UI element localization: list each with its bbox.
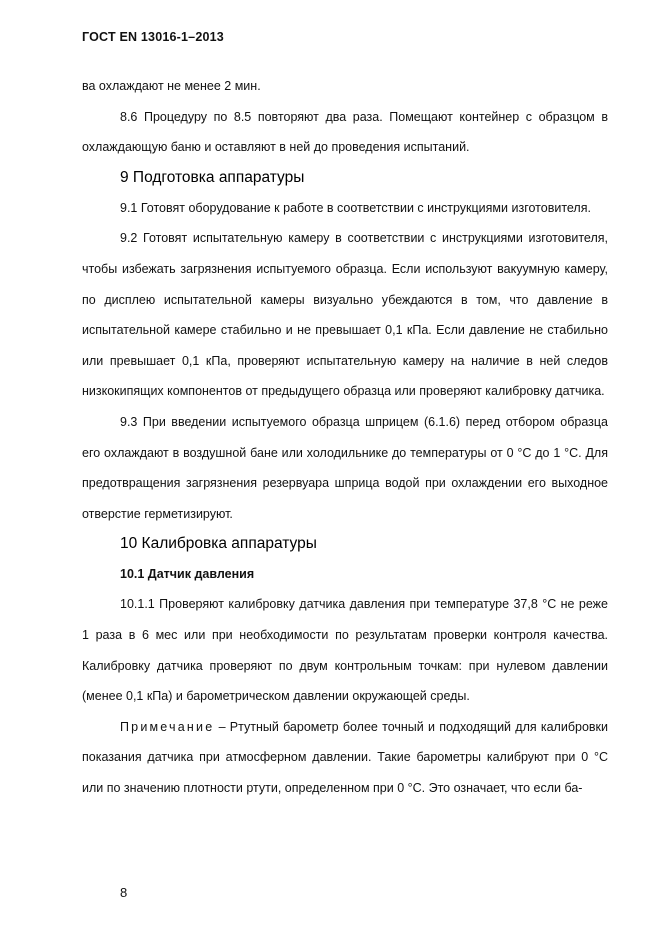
subsection-heading-10-1: 10.1 Датчик давления (120, 567, 255, 582)
note-text: – Ртутный барометр более точный и подходящий для калибровки показания датчика при атмосферном давлении. Такие барометры калибруют при 0 °С или по значению плотности ртути, определенном при 0 °С. Это означает, что если ба- (82, 719, 608, 795)
section-heading-10: 10 Калибровка аппаратуры (120, 535, 317, 553)
paragraph-10-1-1: 10.1.1 Проверяют калибровку датчика давления при температуре 37,8 °С не реже 1 раза в 6 мес или при необходимости по результатам проверки контроля качества. Калибровку датчика проверяют по двум контрольным точкам: при нулевом давлении (менее 0,1 кПа) и барометрическом давлении окружающей среды. (82, 597, 608, 704)
paragraph-9-1: 9.1 Готовят оборудование к работе в соответствии с инструкциями изготовителя. (120, 200, 591, 215)
page-number: 8 (120, 885, 128, 900)
document-header: ГОСТ EN 13016-1–2013 (82, 30, 224, 44)
paragraph-8-6: 8.6 Процедуру по 8.5 повторяют два раза. Помещают контейнер с образцом в охлаждающую баню и оставляют в ней до проведения испытаний. (82, 109, 608, 155)
paragraph-9-2: 9.2 Готовят испытательную камеру в соответствии с инструкциями изготовителя, чтобы избежать загрязнения испытуемого образца. Если используют вакуумную камеру, по дисплею испытательной камеры визуально убеждаются в том, что давление в испытательной камере стабильно и не превышает 0,1 кПа. Если давление не стабильно или превышает 0,1 кПа, проверяют испытательную камеру на наличие в ней следов низкокипящих компонентов от предыдущего образца или проверяют калибровку датчика. (82, 231, 608, 399)
section-heading-9: 9 Подготовка аппаратуры (120, 168, 305, 186)
note-paragraph (82, 712, 608, 804)
document-body (82, 71, 608, 803)
note-label: Примечание (120, 719, 215, 734)
paragraph-9-3: 9.3 При введении испытуемого образца шприцем (6.1.6) перед отбором образца его охлаждают в воздушной бане или холодильнике до температуры от 0 °С до 1 °С. Для предотвращения загрязнения резервуара шприца водой при охлаждении его выходное отверстие герметизируют. (82, 414, 608, 521)
paragraph-8-5-tail: ва охлаждают не менее 2 мин. (82, 79, 261, 93)
